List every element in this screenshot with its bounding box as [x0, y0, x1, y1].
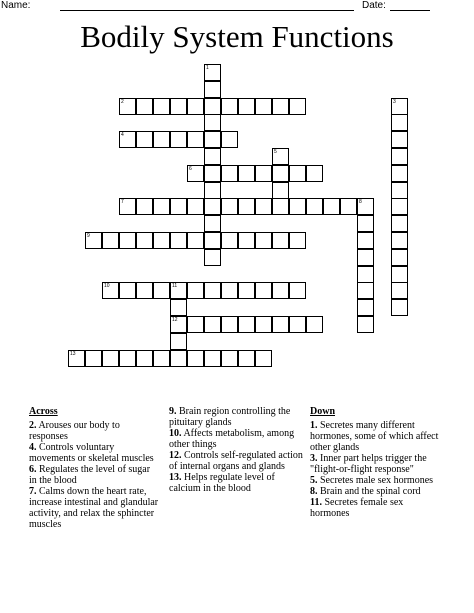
crossword-cell[interactable] [204, 182, 221, 199]
crossword-cell[interactable] [170, 198, 187, 215]
crossword-cell[interactable] [204, 232, 221, 249]
crossword-cell[interactable] [289, 316, 306, 333]
clue-number: 5 [274, 149, 277, 155]
crossword-cell[interactable] [238, 198, 255, 215]
clue-item-number: 13. [169, 472, 182, 483]
crossword-cell[interactable] [187, 98, 204, 115]
crossword-cell[interactable] [136, 282, 153, 299]
clue-number: 8 [359, 199, 362, 206]
clue-number: 9 [87, 233, 90, 239]
crossword-cell[interactable] [170, 316, 187, 333]
clue-item [169, 428, 304, 450]
crossword-cell[interactable] [255, 98, 272, 115]
clue-number: 7 [121, 199, 124, 206]
crossword-cell[interactable] [221, 198, 238, 215]
crossword-cell[interactable] [153, 198, 170, 215]
crossword-cell[interactable] [204, 64, 221, 81]
crossword-cell[interactable] [255, 316, 272, 333]
clue-item [169, 406, 304, 428]
crossword-cell[interactable] [357, 282, 374, 299]
across-clues-column [29, 406, 159, 530]
clue-item [169, 472, 304, 494]
crossword-cell[interactable] [357, 198, 374, 215]
crossword-cell[interactable] [391, 282, 408, 299]
crossword-cell[interactable] [391, 198, 408, 215]
clue-item [29, 420, 159, 442]
crossword-cell[interactable] [119, 232, 136, 249]
crossword-cell[interactable] [391, 165, 408, 182]
crossword-cell[interactable] [391, 299, 408, 316]
crossword-cell[interactable] [357, 215, 374, 232]
crossword-cell[interactable] [204, 131, 221, 148]
crossword-cell[interactable] [119, 98, 136, 115]
crossword-cell[interactable] [357, 232, 374, 249]
clue-item [310, 497, 445, 519]
clue-number: 1 [206, 65, 209, 71]
clue-item [310, 475, 445, 486]
clue-item [169, 450, 304, 472]
crossword-cell[interactable] [238, 165, 255, 182]
crossword-cell[interactable] [391, 249, 408, 266]
crossword-cell[interactable] [272, 232, 289, 249]
crossword-cell[interactable] [391, 114, 408, 131]
crossword-cell[interactable] [85, 232, 102, 249]
clue-item-text: Controls self-regulated action of internal organs and glands [169, 450, 303, 472]
crossword-cell[interactable] [153, 350, 170, 367]
crossword-cell[interactable] [204, 198, 221, 215]
clue-item-number: 3. [310, 453, 318, 464]
crossword-cell[interactable] [170, 232, 187, 249]
crossword-cell[interactable] [102, 232, 119, 249]
clue-item [310, 420, 445, 453]
crossword-cell[interactable] [357, 249, 374, 266]
puzzle-title: Bodily System Functions [80, 19, 394, 54]
clue-item-text: Calms down the heart rate, increase intestinal and glandular activity, and relax the sphincter muscles [29, 486, 159, 530]
crossword-cell[interactable] [204, 81, 221, 98]
crossword-cell[interactable] [187, 232, 204, 249]
crossword-cell[interactable] [238, 232, 255, 249]
crossword-cell[interactable] [119, 198, 136, 215]
crossword-cell[interactable] [221, 98, 238, 115]
crossword-cell[interactable] [204, 316, 221, 333]
crossword-cell[interactable] [306, 165, 323, 182]
crossword-cell[interactable] [221, 131, 238, 148]
crossword-cell[interactable] [391, 215, 408, 232]
crossword-cell[interactable] [391, 148, 408, 165]
date-label: Date: [362, 0, 386, 11]
crossword-cell[interactable] [102, 282, 119, 299]
clue-number: 13 [70, 350, 76, 357]
across-clues-column-continued [169, 406, 304, 494]
clue-item-number: 9. [169, 406, 177, 417]
crossword-cell[interactable] [272, 316, 289, 333]
clue-item-text: Inner part helps trigger the "flight-or-flight response" [310, 453, 427, 475]
clue-number: 3 [393, 98, 396, 105]
crossword-cell[interactable] [272, 98, 289, 115]
crossword-cell[interactable] [170, 299, 187, 316]
crossword-cell[interactable] [306, 198, 323, 215]
crossword-cell[interactable] [289, 98, 306, 115]
clue-item-number: 1. [310, 420, 318, 431]
down-clues-column [310, 406, 445, 519]
crossword-cell[interactable] [187, 198, 204, 215]
clue-item-text: Affects metabolism, among other things [169, 428, 295, 450]
crossword-cell[interactable] [289, 282, 306, 299]
clue-item-number: 7. [29, 486, 37, 497]
clue-number: 10 [104, 283, 110, 290]
crossword-cell[interactable] [391, 182, 408, 199]
crossword-cell[interactable] [204, 148, 221, 165]
crossword-cell[interactable] [204, 114, 221, 131]
crossword-cell[interactable] [357, 316, 374, 333]
crossword-cell[interactable] [102, 350, 119, 367]
crossword-cell[interactable] [255, 232, 272, 249]
crossword-cell[interactable] [187, 282, 204, 299]
crossword-cell[interactable] [289, 165, 306, 182]
crossword-cell[interactable] [170, 350, 187, 367]
clue-item-text: Arouses our body to responses [29, 420, 120, 442]
clue-item-text: Secretes many different hormones, some of which affect other glands [310, 420, 439, 453]
clue-item-number: 11. [310, 497, 322, 508]
crossword-cell[interactable] [255, 282, 272, 299]
crossword-cell[interactable] [391, 98, 408, 115]
crossword-cell[interactable] [289, 232, 306, 249]
clue-item-number: 12. [169, 450, 182, 461]
crossword-cell[interactable] [221, 165, 238, 182]
crossword-cell[interactable] [204, 98, 221, 115]
crossword-cell[interactable] [238, 350, 255, 367]
crossword-cell[interactable] [221, 282, 238, 299]
crossword-cell[interactable] [136, 98, 153, 115]
crossword-cell[interactable] [272, 165, 289, 182]
crossword-cell[interactable] [170, 333, 187, 350]
crossword-cell[interactable] [391, 232, 408, 249]
clue-item-text: Controls voluntary movements or skeletal muscles [29, 442, 154, 464]
crossword-cell[interactable] [357, 299, 374, 316]
crossword-cell[interactable] [153, 282, 170, 299]
crossword-cell[interactable] [204, 350, 221, 367]
clue-item-number: 4. [29, 442, 37, 453]
clue-item-text: Regulates the level of sugar in the blood [29, 464, 151, 486]
crossword-cell[interactable] [187, 316, 204, 333]
crossword-cell[interactable] [221, 350, 238, 367]
clue-item [29, 464, 159, 486]
clue-item-text: Brain and the spinal cord [317, 486, 421, 497]
clue-number: 6 [189, 165, 192, 172]
crossword-cell[interactable] [136, 131, 153, 148]
crossword-cell[interactable] [136, 350, 153, 367]
crossword-cell[interactable] [255, 198, 272, 215]
crossword-cell[interactable] [391, 131, 408, 148]
clue-item-text: Secretes female sex hormones [310, 497, 404, 519]
crossword-cell[interactable] [255, 350, 272, 367]
crossword-cell[interactable] [238, 282, 255, 299]
crossword-cell[interactable] [238, 316, 255, 333]
clue-item-number: 5. [310, 475, 318, 486]
crossword-cell[interactable] [85, 350, 102, 367]
crossword-cell[interactable] [187, 131, 204, 148]
crossword-cell[interactable] [272, 198, 289, 215]
crossword-cell[interactable] [119, 350, 136, 367]
crossword-cell[interactable] [153, 98, 170, 115]
crossword-cell[interactable] [391, 266, 408, 283]
crossword-cell[interactable] [323, 198, 340, 215]
clue-item-text: Secretes male sex hormones [317, 475, 434, 486]
clue-item [310, 486, 445, 497]
crossword-cell[interactable] [136, 232, 153, 249]
clue-item-number: 8. [310, 486, 318, 497]
clue-item-text: Helps regulate level of calcium in the blood [169, 472, 275, 494]
across-heading: Across [29, 406, 58, 417]
clue-number: 11 [172, 283, 178, 290]
clue-number: 12 [172, 317, 178, 323]
crossword-cell[interactable] [153, 131, 170, 148]
crossword-cell[interactable] [289, 198, 306, 215]
crossword-cell[interactable] [204, 215, 221, 232]
clue-item-number: 2. [29, 420, 37, 431]
crossword-cell[interactable] [204, 282, 221, 299]
clue-item-text: Brain region controlling the pituitary glands [169, 406, 291, 428]
crossword-cell[interactable] [170, 98, 187, 115]
crossword-cell[interactable] [153, 232, 170, 249]
crossword-cell[interactable] [136, 198, 153, 215]
clue-item [310, 453, 445, 475]
down-heading: Down [310, 406, 336, 417]
crossword-cell[interactable] [272, 282, 289, 299]
crossword-cell[interactable] [306, 316, 323, 333]
crossword-cell[interactable] [221, 232, 238, 249]
clue-number: 4 [121, 132, 124, 139]
crossword-cell[interactable] [272, 148, 289, 165]
crossword-cell[interactable] [187, 350, 204, 367]
crossword-cell[interactable] [187, 165, 204, 182]
crossword-cell[interactable] [204, 165, 221, 182]
clue-item-number: 10. [169, 428, 182, 439]
crossword-cell[interactable] [170, 131, 187, 148]
crossword-cell[interactable] [221, 316, 238, 333]
crossword-cell[interactable] [272, 182, 289, 199]
crossword-cell[interactable] [238, 98, 255, 115]
crossword-cell[interactable] [204, 249, 221, 266]
crossword-cell[interactable] [119, 282, 136, 299]
clue-item [29, 486, 159, 530]
crossword-cell[interactable] [170, 282, 187, 299]
crossword-cell[interactable] [119, 131, 136, 148]
crossword-cell[interactable] [68, 350, 85, 367]
clue-item-number: 6. [29, 464, 37, 475]
crossword-cell[interactable] [357, 266, 374, 283]
name-label: Name: [1, 0, 31, 11]
crossword-cell[interactable] [255, 165, 272, 182]
clue-number: 2 [121, 98, 124, 105]
crossword-cell[interactable] [340, 198, 357, 215]
clue-item [29, 442, 159, 464]
